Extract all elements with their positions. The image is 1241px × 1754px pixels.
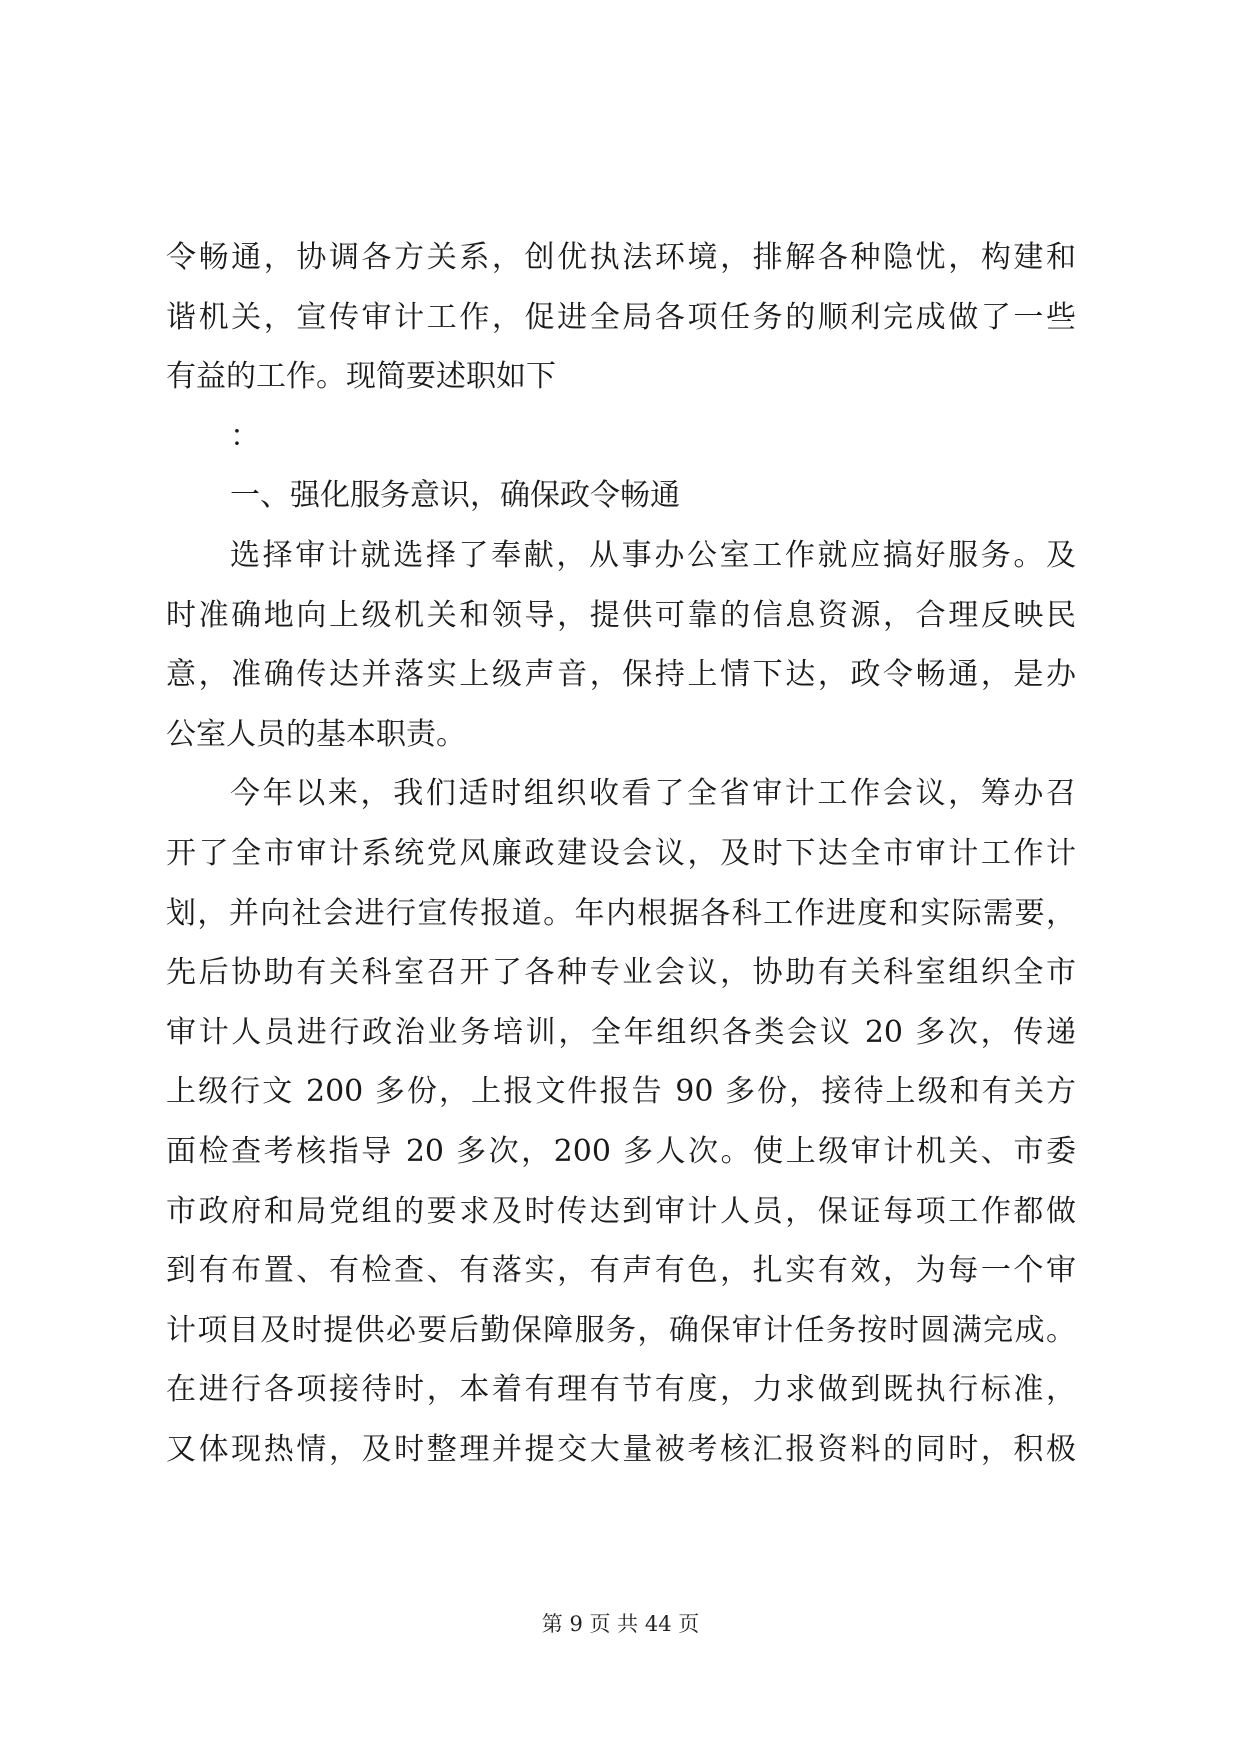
- text-line: 开了全市审计系统党风廉政建设会议，及时下达全市审计工作计: [166, 835, 1076, 871]
- text-line: 公室人员的基本职责。: [166, 716, 466, 752]
- text-line: 面检查考核指导 20 多次，200 多人次。使上级审计机关、市委: [166, 1133, 1076, 1169]
- text-line: ：: [230, 418, 260, 454]
- paragraph-first-line: 今年以来，我们适时组织收看了全省审计工作会议，筹办召: [230, 776, 1076, 812]
- body-text: [166, 228, 1076, 1479]
- text-line: 令畅通，协调各方关系，创优执法环境，排解各种隐忧，构建和: [166, 240, 1076, 275]
- text-line: 到有布置、有检查、有落实，有声有色，扎实有效，为每一个审: [166, 1253, 1076, 1289]
- text-line: 又体现热情，及时整理并提交大量被考核汇报资料的同时，积极: [166, 1431, 1076, 1467]
- text-line: 先后协助有关科室召开了各种专业会议，协助有关科室组织全市: [166, 955, 1076, 991]
- text-line: 意，准确传达并落实上级声音，保持上情下达，政令畅通，是办: [166, 657, 1076, 693]
- text-line: 审计人员进行政治业务培训，全年组织各类会议 20 多次，传递: [166, 1014, 1076, 1050]
- text-line: 在进行各项接待时，本着有理有节有度，力求做到既执行标准，: [166, 1372, 1076, 1408]
- text-line: 时准确地向上级机关和领导，提供可靠的信息资源，合理反映民: [166, 597, 1076, 633]
- text-line: 市政府和局党组的要求及时传达到审计人员，保证每项工作都做: [166, 1193, 1076, 1229]
- text-line: 计项目及时提供必要后勤保障服务，确保审计任务按时圆满完成。: [166, 1312, 1076, 1348]
- page-number-footer: 第 9 页 共 44 页: [541, 1612, 700, 1636]
- text-line: 划，并向社会进行宣传报道。年内根据各科工作进度和实际需要，: [166, 895, 1076, 931]
- paragraph-first-line: 选择审计就选择了奉献，从事办公室工作就应搞好服务。及: [230, 537, 1076, 573]
- text-line: 谐机关，宣传审计工作，促进全局各项任务的顺利完成做了一些: [166, 299, 1076, 335]
- section-heading: 一、强化服务意识，确保政令畅通: [230, 478, 680, 514]
- text-line: 有益的工作。现简要述职如下: [166, 359, 556, 395]
- text-line: 上级行文 200 多份，上报文件报告 90 多份，接待上级和有关方: [166, 1074, 1076, 1110]
